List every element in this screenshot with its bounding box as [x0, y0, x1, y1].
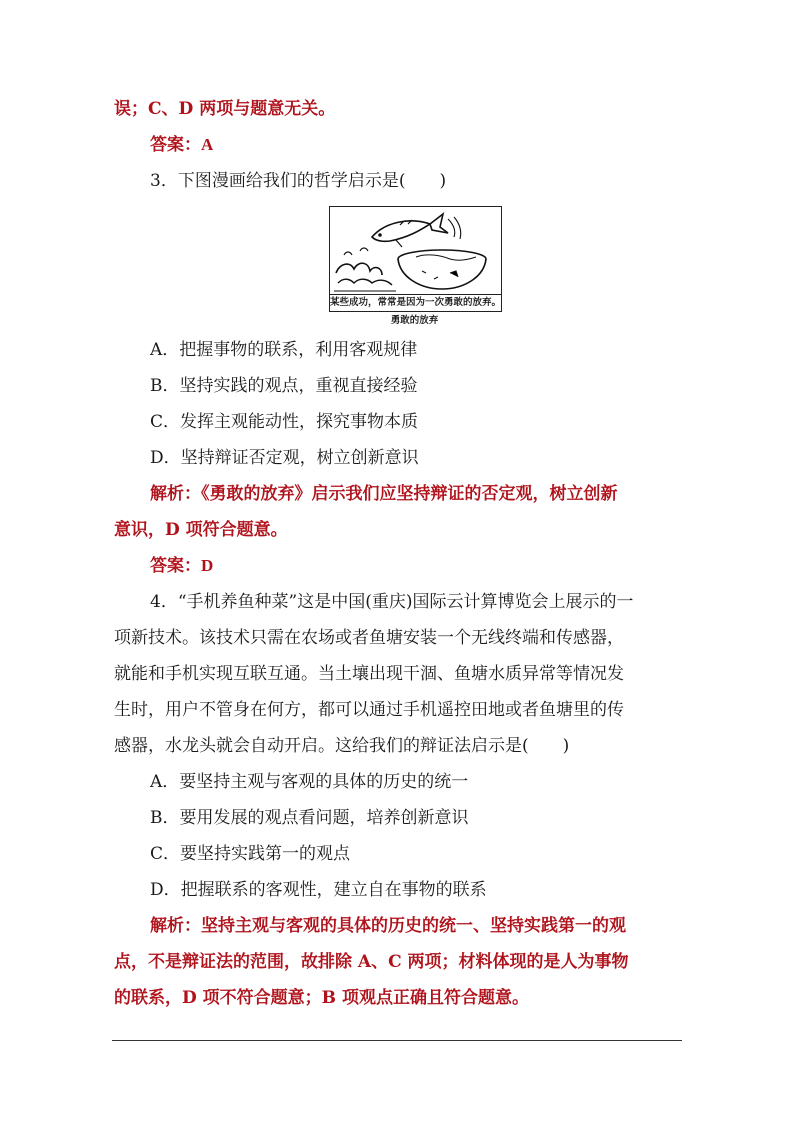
answer-line	[150, 133, 213, 157]
answer-label: 答案：	[150, 135, 201, 155]
q4-analysis-line-2: 点，不是辩证法的范围，故排除 A、C 两项；材料体现的是人为事物	[114, 952, 629, 972]
q4-stem-line-4: 生时，用户不管身在何方，都可以通过手机遥控田地或者鱼塘里的传	[114, 700, 624, 720]
cartoon-figure	[329, 206, 502, 312]
q4-stem-line-5: 感器，水龙头就会自动开启。这给我们的辩证法启示是( )	[114, 736, 570, 756]
q4-option-d: D．把握联系的客观性，建立自在事物的联系	[150, 880, 487, 900]
q4-option-c: C．要坚持实践第一的观点	[150, 844, 351, 864]
cartoon-caption: 某些成功，常常是因为一次勇敢的放弃。	[330, 294, 501, 311]
footer-rule	[112, 1040, 682, 1041]
q4-option-b: B．要用发展的观点看问题，培养创新意识	[150, 808, 469, 828]
q4-stem-line-1: 4．“手机养鱼种菜”这是中国(重庆)国际云计算博览会上展示的一	[150, 592, 634, 612]
q3-analysis-line-2: 意识，D 项符合题意。	[114, 520, 288, 540]
cartoon-illustration	[330, 207, 501, 295]
q3-answer-label: 答案：	[150, 556, 201, 576]
q3-analysis-line-1: 解析：《勇敢的放弃》启示我们应坚持辩证的否定观，树立创新	[150, 484, 618, 504]
q3-option-b: B．坚持实践的观点，重视直接经验	[150, 376, 418, 396]
q3-answer-line	[150, 554, 213, 578]
q4-analysis-line-3: 的联系，D 项不符合题意；B 项观点正确且符合题意。	[114, 988, 529, 1008]
q3-option-a: A．把握事物的联系，利用客观规律	[150, 340, 418, 360]
q3-option-c: C．发挥主观能动性，探究事物本质	[150, 412, 419, 432]
answer-value: A	[201, 135, 214, 154]
q3-answer-value: D	[201, 556, 214, 575]
q3-stem: 3．下图漫画给我们的哲学启示是( )	[150, 171, 447, 191]
q4-stem-line-2: 项新技术。该技术只需在农场或者鱼塘安装一个无线终端和传感器，	[114, 628, 624, 648]
analysis-tail: 误；C、D 两项与题意无关。	[114, 99, 336, 119]
q3-option-d: D．坚持辩证否定观，树立创新意识	[150, 448, 419, 468]
cartoon-title: 勇敢的放弃	[390, 315, 439, 326]
q4-analysis-line-1: 解析：坚持主观与客观的具体的历史的统一、坚持实践第一的观	[150, 916, 626, 936]
q4-stem-line-3: 就能和手机实现互联互通。当土壤出现干涸、鱼塘水质异常等情况发	[114, 664, 624, 684]
q4-option-a: A．要坚持主观与客观的具体的历史的统一	[150, 772, 469, 792]
